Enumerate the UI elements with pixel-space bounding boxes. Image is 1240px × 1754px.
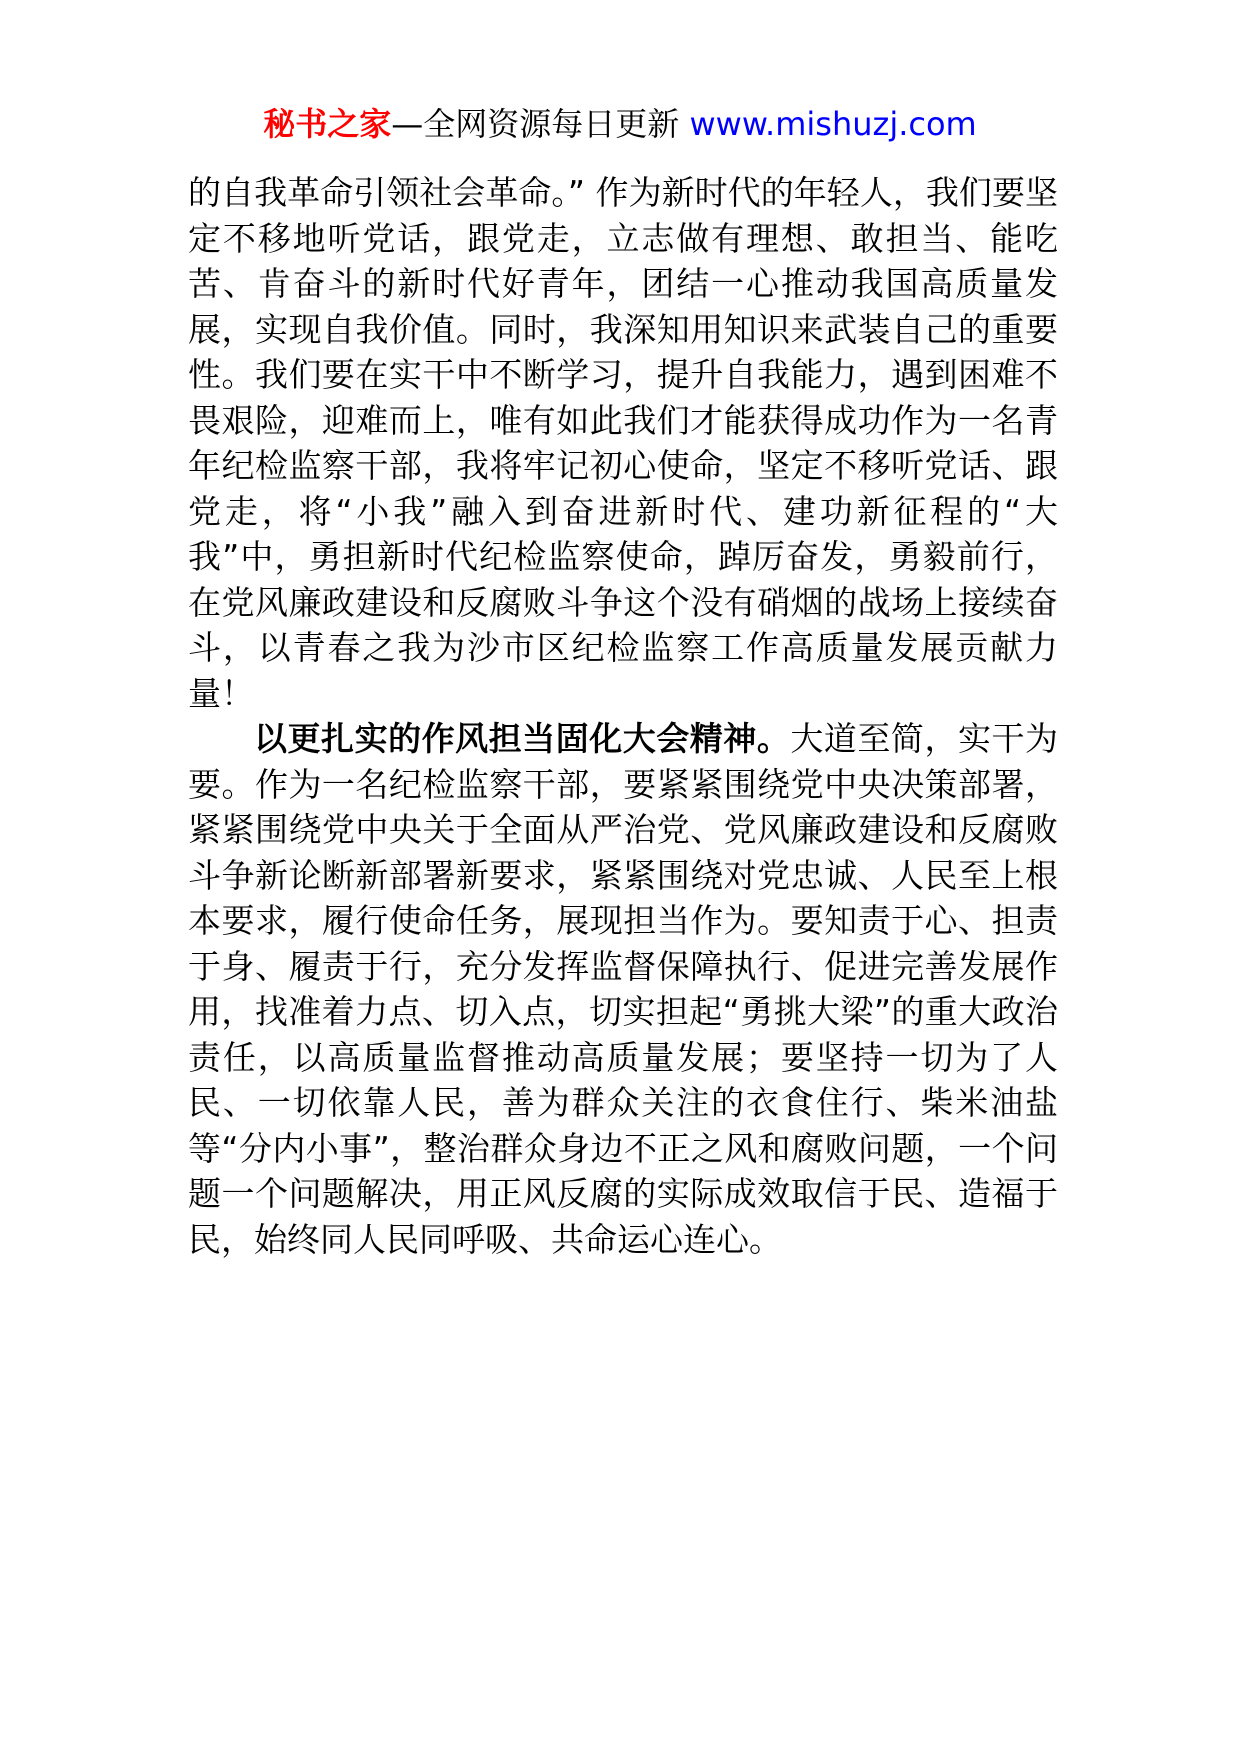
site-tagline: —全网资源每日更新 (391, 105, 690, 143)
paragraph-2-text: 大道至简，实干为要。作为一名纪检监察干部，要紧紧围绕党中央决策部署，紧紧围绕党中央关于全面从严治党、党风廉政建设和反腐败斗争新论断新部署新要求，紧紧围绕对党忠诚、人民至上根本要求，履行使命任务，展现担当作为。要知责于心、担责于身、履责于行，充分发挥监督保障执行、促进完善发展作用，找准着力点、切入点，切实担起“勇挑大梁”的重大政治责任，以高质量监督推动高质量发展；要坚持一切为了人民、一切依靠人民，善为群众关注的衣食住行、柴米油盐等“分内小事”，整治群众身边不正之风和腐败问题，一个问题一个问题解决，用正风反腐的实际成效取信于民、造福于民，始终同人民同呼吸、共命运心连心。 (188, 719, 1059, 1259)
paragraph-1-text: 的自我革命引领社会革命。” 作为新时代的年轻人，我们要坚定不移地听党话，跟党走，立志做有理想、敢担当、能吃苦、肯奋斗的新时代好青年，团结一心推动我国高质量发展，实现自我价值。同时，我深知用知识来武装自己的重要性。我们要在实干中不断学习，提升自我能力，遇到困难不畏艰险，迎难而上，唯有如此我们才能获得成功作为一名青年纪检监察干部，我将牢记初心使命，坚定不移听党话、跟党走，将“小我”融入到奋进新时代、建功新征程的“大我”中，勇担新时代纪检监察使命，踔厉奋发，勇毅前行，在党风廉政建设和反腐败斗争这个没有硝烟的战场上接续奋斗，以青春之我为沙市区纪检监察工作高质量发展贡献力量！ (188, 173, 1058, 713)
document-body (188, 170, 1058, 1262)
site-url-link[interactable]: www.mishuzj.com (689, 105, 977, 143)
site-header (0, 100, 1240, 148)
paragraph-2 (188, 716, 1058, 1262)
paragraph-2-lead: 以更扎实的作风担当固化大会精神。 (254, 719, 791, 758)
site-brand: 秘书之家 (263, 105, 392, 143)
paragraph-1 (188, 170, 1058, 716)
